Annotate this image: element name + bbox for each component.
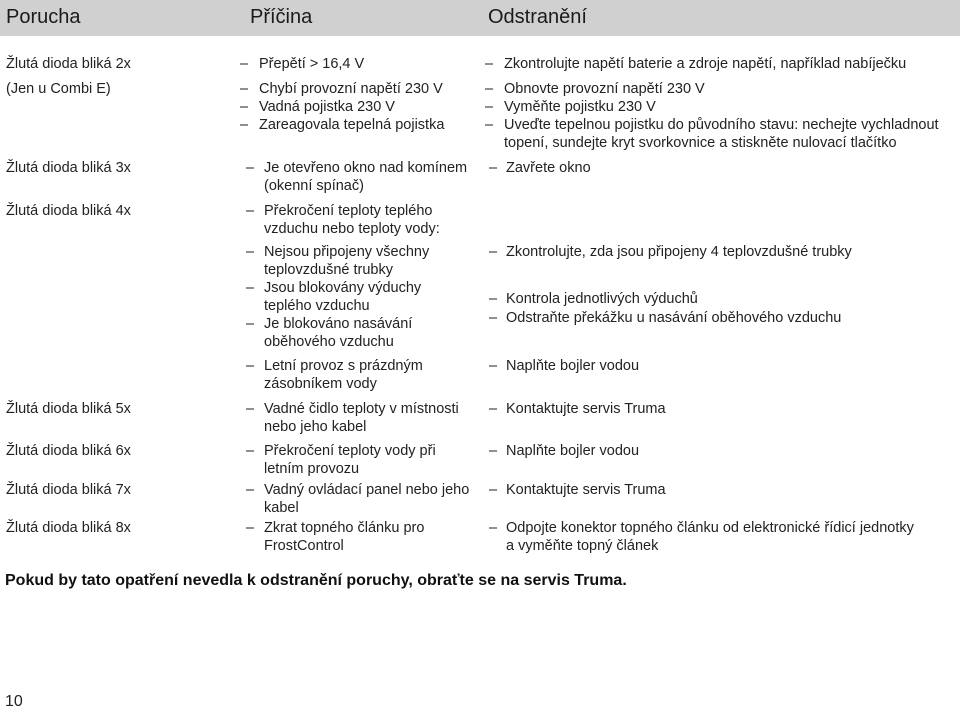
cause-cell: Vadná pojistka 230 V <box>259 99 395 115</box>
dash-marker: – <box>489 520 498 536</box>
remedy-cell: Vyměňte pojistku 230 V <box>504 99 656 115</box>
table-header <box>0 0 960 36</box>
dash-marker: – <box>485 117 494 133</box>
cause-cell: teplovzdušné trubky <box>264 262 393 278</box>
cause-cell: (okenní spínač) <box>264 178 364 194</box>
cause-cell: Chybí provozní napětí 230 V <box>259 81 443 97</box>
fault-cell: Žlutá dioda bliká 7x <box>6 482 131 498</box>
dash-marker: – <box>489 291 498 307</box>
dash-marker: – <box>240 117 249 133</box>
remedy-cell: topení, sundejte kryt svorkovnice a stiskněte nulovací tlačítko <box>504 135 897 151</box>
fault-cell: Žlutá dioda bliká 3x <box>6 160 131 176</box>
remedy-cell: Uveďte tepelnou pojistku do původního stavu: nechejte vychladnout <box>504 117 939 133</box>
dash-marker: – <box>485 56 494 72</box>
fault-cell: Žlutá dioda bliká 5x <box>6 401 131 417</box>
footer-note: Pokud by tato opatření nevedla k odstranění poruchy, obraťte se na servis Truma. <box>5 572 627 589</box>
dash-marker: – <box>246 520 255 536</box>
dash-marker: – <box>489 310 498 326</box>
cause-cell: FrostControl <box>264 538 344 554</box>
cause-cell: vzduchu nebo teploty vody: <box>264 221 440 237</box>
header-cause: Příčina <box>250 6 313 28</box>
dash-marker: – <box>489 482 498 498</box>
fault-cell: Žlutá dioda bliká 4x <box>6 203 131 219</box>
cause-cell: oběhového vzduchu <box>264 334 394 350</box>
cause-cell: nebo jeho kabel <box>264 419 367 435</box>
remedy-cell: Kontrola jednotlivých výduchů <box>506 291 698 307</box>
dash-marker: – <box>246 443 255 459</box>
remedy-cell: Naplňte bojler vodou <box>506 358 640 374</box>
remedy-cell: Kontaktujte servis Truma <box>506 482 666 498</box>
dash-marker: – <box>246 401 255 417</box>
remedy-cell: a vyměňte topný článek <box>506 538 659 554</box>
dash-marker: – <box>246 316 255 332</box>
fault-cell: Žlutá dioda bliká 2x <box>6 56 131 72</box>
remedy-cell: Naplňte bojler vodou <box>506 443 640 459</box>
cause-cell: Je blokováno nasávání <box>264 316 413 332</box>
dash-marker: – <box>489 443 498 459</box>
header-remedy: Odstranění <box>488 6 587 28</box>
dash-marker: – <box>485 99 494 115</box>
cause-cell: Zareagovala tepelná pojistka <box>259 117 445 133</box>
dash-marker: – <box>246 160 255 176</box>
cause-cell: Jsou blokovány výduchy <box>264 280 422 296</box>
cause-cell: kabel <box>264 500 299 516</box>
dash-marker: – <box>240 81 249 97</box>
fault-cell: Žlutá dioda bliká 8x <box>6 520 131 536</box>
dash-marker: – <box>240 99 249 115</box>
remedy-cell: Zkontrolujte napětí baterie a zdroje napětí, například nabíječku <box>504 56 907 72</box>
remedy-cell: Obnovte provozní napětí 230 V <box>504 81 705 97</box>
cause-cell: Je otevřeno okno nad komínem <box>264 160 468 176</box>
dash-marker: – <box>489 160 498 176</box>
dash-marker: – <box>246 358 255 374</box>
dash-marker: – <box>489 358 498 374</box>
fault-cell: Žlutá dioda bliká 6x <box>6 443 131 459</box>
dash-marker: – <box>489 244 498 260</box>
remedy-cell: Zavřete okno <box>506 160 591 176</box>
cause-cell: letním provozu <box>264 461 360 477</box>
remedy-cell: Kontaktujte servis Truma <box>506 401 666 417</box>
dash-marker: – <box>246 482 255 498</box>
fault-cell: (Jen u Combi E) <box>6 81 111 97</box>
remedy-cell: Zkontrolujte, zda jsou připojeny 4 teplovzdušné trubky <box>506 244 852 260</box>
cause-cell: Překročení teploty teplého <box>264 203 433 219</box>
remedy-cell: Odstraňte překážku u nasávání oběhového vzduchu <box>506 310 842 326</box>
dash-marker: – <box>240 56 249 72</box>
cause-cell: Překročení teploty vody při <box>264 443 436 459</box>
cause-cell: Letní provoz s prázdným <box>264 358 423 374</box>
remedy-cell: Odpojte konektor topného článku od elektronické řídicí jednotky <box>506 520 914 536</box>
dash-marker: – <box>246 203 255 219</box>
cause-cell: teplého vzduchu <box>264 298 370 314</box>
page-number: 10 <box>5 693 23 710</box>
cause-cell: Vadný ovládací panel nebo jeho <box>264 482 470 498</box>
dash-marker: – <box>246 280 255 296</box>
dash-marker: – <box>246 244 255 260</box>
dash-marker: – <box>489 401 498 417</box>
dash-marker: – <box>485 81 494 97</box>
header-fault: Porucha <box>6 6 81 28</box>
cause-cell: Vadné čidlo teploty v místnosti <box>264 401 459 417</box>
cause-cell: zásobníkem vody <box>264 376 377 392</box>
cause-cell: Zkrat topného článku pro <box>264 520 425 536</box>
cause-cell: Přepětí > 16,4 V <box>259 56 365 72</box>
cause-cell: Nejsou připojeny všechny <box>264 244 430 260</box>
